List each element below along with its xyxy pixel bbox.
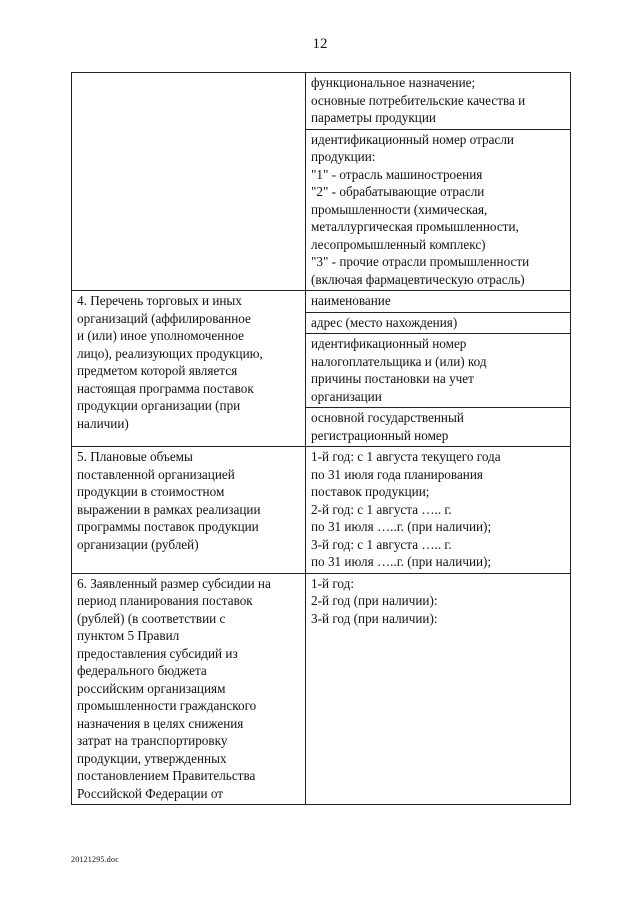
item-detail-line: организации: [311, 388, 382, 404]
item-detail-line: наименование: [311, 293, 391, 308]
item-detail-line: по 31 июля …..г. (при наличии);: [311, 519, 492, 534]
table-row: [72, 73, 571, 130]
item-detail-cell: [306, 291, 571, 313]
item-description-cell: [72, 291, 306, 447]
item-detail-line: по 31 июля …..г. (при наличии);: [311, 554, 492, 569]
item-description-line: поставленной организацией: [77, 466, 235, 482]
item-description-line: настоящая программа поставок: [77, 380, 254, 396]
table-row: [72, 291, 571, 313]
item-description-line: федерального бюджета: [77, 663, 207, 678]
item-description-line: предметом которой является: [77, 363, 238, 378]
page-number: 12: [312, 36, 328, 52]
item-description-line: Российской Федерации от: [77, 785, 224, 801]
item-detail-cell: [306, 334, 571, 408]
item-detail-line: 2-й год (при наличии):: [311, 593, 438, 608]
item-description-line: 4. Перечень торговых и иных: [77, 293, 242, 308]
item-description-cell: [72, 573, 306, 805]
item-detail-line: идентификационный номер: [311, 336, 467, 351]
item-detail-line: по 31 июля года планирования: [311, 466, 483, 482]
item-description-line: 6. Заявленный размер субсидии на: [77, 575, 271, 591]
item-description-cell: [72, 447, 306, 574]
item-detail-line: промышленности (химическая,: [311, 201, 488, 217]
item-description-cell: [72, 73, 306, 291]
item-detail-cell: [306, 447, 571, 574]
item-description-line: и (или) иное уполномоченное: [77, 328, 245, 343]
item-description-line: программы поставок продукции: [77, 519, 259, 534]
item-detail-line: идентификационный номер отрасли: [311, 131, 514, 147]
item-description-line: лицо), реализующих продукцию,: [77, 345, 263, 361]
table-row: [72, 447, 571, 574]
item-description-line: постановлением Правительства: [77, 768, 256, 783]
item-description-line: (рублей) (в соответствии с: [77, 610, 226, 626]
item-detail-line: основной государственный: [311, 410, 464, 425]
item-detail-line: адрес (место нахождения): [311, 314, 458, 330]
item-description-line: период планирования поставок: [77, 593, 253, 608]
item-detail-cell: [306, 573, 571, 805]
item-detail-line: 2-й год: с 1 августа ….. г.: [311, 501, 452, 517]
item-description-line: 5. Плановые объемы: [77, 449, 193, 464]
item-detail-cell: [306, 408, 571, 447]
item-detail-line: поставок продукции;: [311, 484, 430, 499]
item-detail-line: (включая фармацевтическую отрасль): [311, 271, 525, 287]
item-description-line: выражении в рамках реализации: [77, 501, 261, 517]
item-description-line: российским организациям: [77, 680, 226, 696]
item-detail-line: основные потребительские качества и: [311, 92, 526, 108]
item-detail-line: 3-й год (при наличии):: [311, 610, 438, 626]
item-detail-line: налогоплательщика и (или) код: [311, 353, 487, 369]
item-description-line: продукции в стоимостном: [77, 484, 225, 499]
item-description-line: пунктом 5 Правил: [77, 628, 180, 643]
item-detail-cell: [306, 73, 571, 130]
item-description-line: организации (рублей): [77, 536, 199, 552]
item-description-line: предоставления субсидий из: [77, 645, 238, 661]
item-detail-line: "3" - прочие отрасли промышленности: [311, 254, 530, 269]
item-detail-cell: [306, 129, 571, 291]
item-detail-line: 3-й год: с 1 августа ….. г.: [311, 536, 452, 552]
item-detail-line: металлургическая промышленности,: [311, 219, 519, 234]
item-detail-line: продукции:: [311, 149, 376, 164]
item-detail-cell: [306, 312, 571, 334]
item-detail-line: 1-й год: с 1 августа текущего года: [311, 449, 501, 464]
file-name-footer: 20121295.doc: [71, 855, 119, 864]
item-description-line: назначения в целях снижения: [77, 715, 244, 731]
item-description-line: промышленности гражданского: [77, 698, 257, 713]
item-description-line: затрат на транспортировку: [77, 733, 228, 748]
item-detail-line: параметры продукции: [311, 110, 436, 125]
item-detail-line: "1" - отрасль машиностроения: [311, 166, 483, 182]
item-detail-line: функциональное назначение;: [311, 75, 476, 90]
table-row: [72, 573, 571, 805]
item-detail-line: лесопромышленный комплекс): [311, 236, 486, 252]
document-table: [71, 72, 571, 805]
item-description-line: организаций (аффилированное: [77, 310, 251, 326]
item-description-line: наличии): [77, 415, 129, 431]
item-description-line: продукции, утвержденных: [77, 750, 227, 766]
item-detail-line: причины постановки на учет: [311, 371, 474, 386]
item-detail-line: 1-й год:: [311, 575, 355, 591]
item-detail-line: "2" - обрабатывающие отрасли: [311, 184, 485, 199]
item-detail-line: регистрационный номер: [311, 427, 449, 443]
item-description-line: продукции организации (при: [77, 398, 241, 413]
